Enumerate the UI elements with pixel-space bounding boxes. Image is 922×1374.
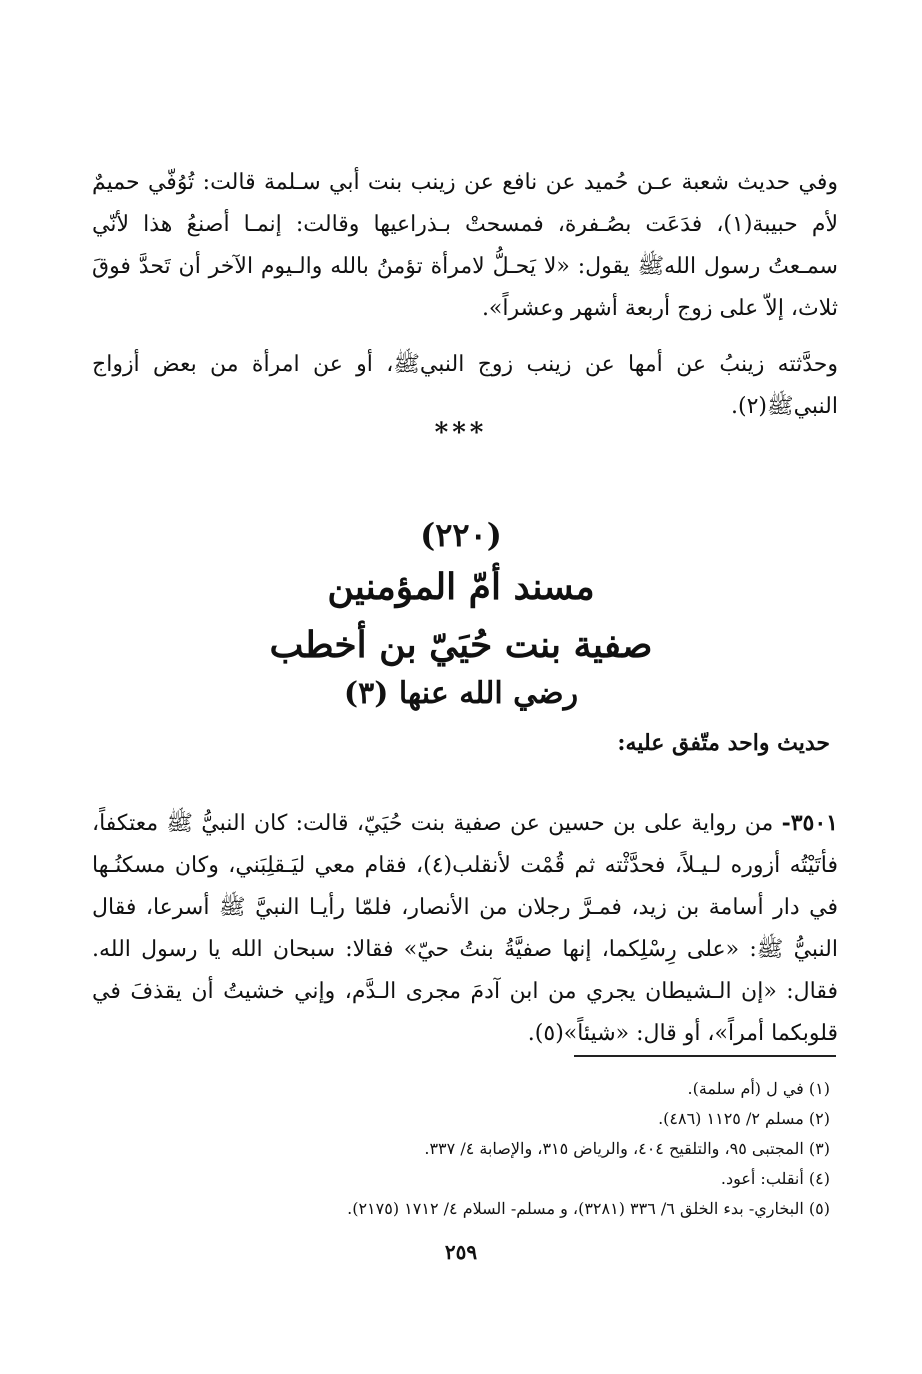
page-number: ٢٥٩ bbox=[444, 1240, 478, 1264]
footnote-divider bbox=[574, 1055, 836, 1057]
intro-paragraph: وفي حديث شعبة عـن حُميد عن نافع عن زينب بنت أبي سـلمة قالت: تُوُفّي حميمٌ لأم حبيبة(١)، فدَعَت بصُـفرة، فمسحتْ بـذراعيها وقالت: إنمـا أصنعُ هذا لأنّي سمـعتُ رسول اللهﷺ يقول: «لا يَحـلُّ لامرأة تؤمنُ بالله والـيوم الآخر أن تَحدَّ فوقَ ثلاث، إلاّ على زوج أربعة أشهر وعشراً». bbox=[92, 170, 838, 321]
section-title-line2: صفية بنت حُيَيّ بن أخطب bbox=[269, 624, 653, 666]
hadith-count-heading: حديث واحد متّفق عليه: bbox=[617, 730, 830, 756]
footnote-4: (٤) أنقلب: أعود. bbox=[720, 1169, 830, 1188]
section-number: (٢٢٠) bbox=[420, 516, 502, 554]
footnote-3: (٣) المجتبى ٩٥، والتلقيح ٤٠٤، والرياض ٣١٥، والإصابة ٤/ ٣٣٧. bbox=[424, 1139, 830, 1158]
section-title-line1: مسند أمّ المؤمنين bbox=[327, 566, 595, 608]
footnote-1: (١) في ل (أم سلمة). bbox=[687, 1079, 830, 1098]
section-subtitle: رضي الله عنها (٣) bbox=[343, 676, 579, 711]
hadith-number: ٣٥٠١- bbox=[781, 810, 838, 836]
hadith-text: من رواية على بن حسين عن صفية بنت حُيَيّ، قالت: كان النبيُّ ﷺ معتكفاً، فأتَيْتُه أزوره لـيـلاً، فحدَّثْته ثم قُمْت لأنقلب(٤)، فقام معي ليَـقلِبَني، وكان مسكنُـها في دار أسامة بن زيد، فمـرَّ رجلان من الأنصار، فلمّا رأيـا النبيَّ ﷺ أسرعا، فقال النبيُّ ﷺ: «على رِسْلِكما، إنها صفيَّةُ بنتُ حيّ» فقالا: سبحان الله يا رسول الله. فقال: «إن الـشيطان يجري من ابن آدمَ مجرى الـدَّم، وإني خشيتُ أن يقذفَ في قلوبكما أمراً»، أو قال: «شيئاً»(٥). bbox=[92, 811, 838, 1046]
hadith-paragraph bbox=[92, 802, 838, 1055]
section-separator: *** bbox=[434, 418, 488, 448]
footnote-2: (٢) مسلم ٢/ ١١٢٥ (٤٨٦). bbox=[658, 1109, 830, 1128]
footnote-5: (٥) البخاري- بدء الخلق ٦/ ٣٣٦ (٣٢٨١)، و مسلم- السلام ٤/ ١٧١٢ (٢١٧٥). bbox=[347, 1199, 830, 1218]
footnotes bbox=[92, 1074, 830, 1224]
second-paragraph: وحدَّثته زينبُ عن أمها عن زينب زوج النبيﷺ، أو عن امرأة من بعض أزواج النبيﷺ(٢). bbox=[92, 352, 838, 419]
